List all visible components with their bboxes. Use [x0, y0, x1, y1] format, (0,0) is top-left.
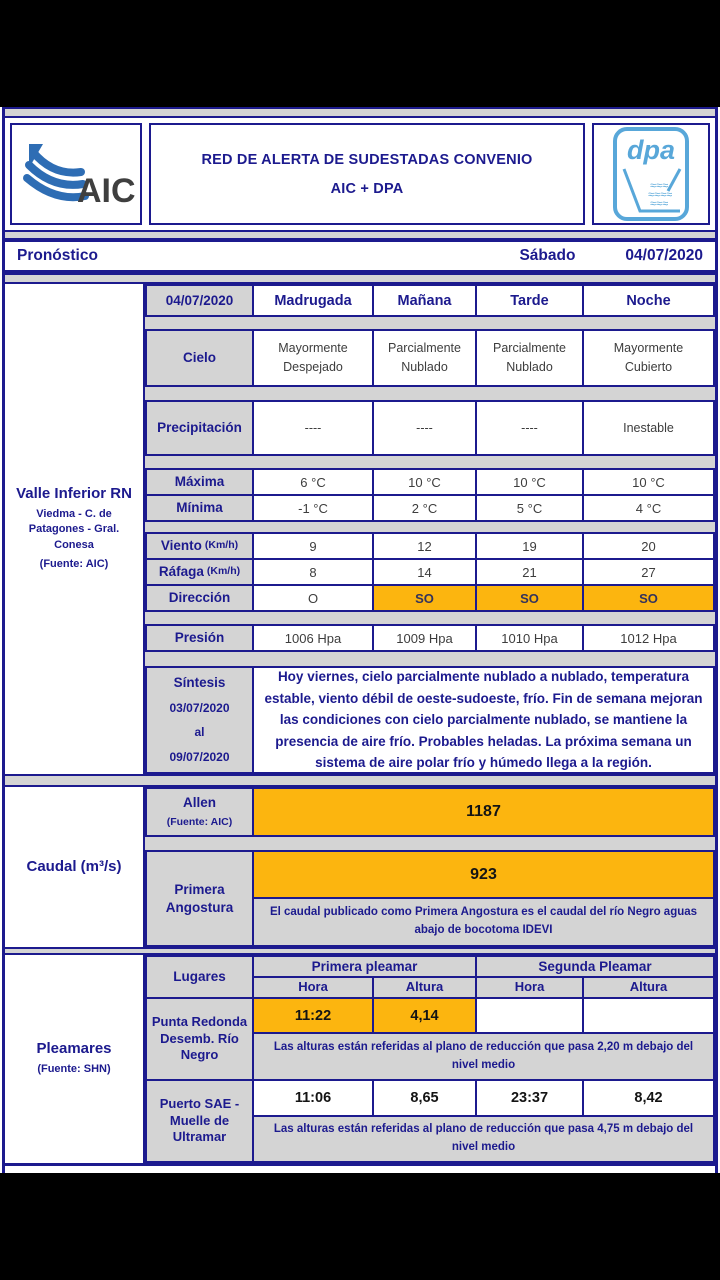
table-gap — [145, 387, 715, 400]
dpa-water-glyph: ≈≈≈ — [650, 198, 669, 210]
minima-value: 5 °C — [477, 496, 582, 520]
rafaga-value: 27 — [584, 560, 713, 584]
sintesis-date-from: 03/07/2020 — [169, 700, 230, 715]
row-label-viento: Viento (Km/h) — [147, 534, 252, 558]
header — [5, 118, 715, 230]
sintesis-date-to: 09/07/2020 — [169, 750, 230, 765]
cielo-row — [145, 329, 715, 387]
dpa-logo-icon — [612, 127, 690, 221]
col-header-segunda-pleamar: Segunda Pleamar — [477, 957, 713, 976]
pleamares-grid — [145, 955, 715, 1163]
caudal-section — [5, 787, 715, 947]
period-madrugada: Madrugada — [254, 286, 372, 315]
place-puerto-sae: Puerto SAE - Muelle de Ultramar — [147, 1081, 252, 1161]
maxima-value: 6 °C — [254, 470, 372, 494]
viento-value: 19 — [477, 534, 582, 558]
bulletin-page — [0, 107, 720, 1173]
cielo-value: Mayormente Cubierto — [584, 331, 713, 385]
forecast-date-cell: 04/07/2020 — [147, 286, 252, 315]
table-gap — [145, 612, 715, 624]
divider-bar — [5, 273, 715, 284]
report-title-line1: RED DE ALERTA DE SUDESTADAS CONVENIO — [201, 151, 533, 168]
presion-value: 1006 Hpa — [254, 626, 372, 650]
presion-value: 1009 Hpa — [374, 626, 475, 650]
punta-redonda-segunda-altura — [584, 999, 713, 1032]
dpa-water-glyph: ≈≈≈≈ — [648, 189, 673, 201]
viento-value: 12 — [374, 534, 475, 558]
precipitacion-value: ---- — [477, 402, 582, 454]
puerto-sae-segunda-hora: 23:37 — [477, 1081, 582, 1115]
punta-redonda-note: Las alturas están referidas al plano de reducción que pasa 2,20 m debajo del nivel medio — [254, 1034, 713, 1079]
caudal-table — [145, 787, 715, 947]
dpa-logo-text: dpa — [626, 135, 676, 165]
presion-row — [145, 624, 715, 652]
col-header-altura: Altura — [374, 978, 475, 997]
row-label-primera-angostura: Primera Angostura — [147, 852, 252, 945]
sintesis-text: Hoy viernes, cielo parcialmente nublado a nublado, temperatura estable, viento débil de oeste-sudoeste, frío. Fin de semana mejoran las condiciones con cielo parcialmente nublado, se mantiene la presencia de aire frío. Probables heladas. La próxima semana un sistema de aire polar frío y húmedo llega a la región. — [254, 668, 713, 772]
viento-value: 20 — [584, 534, 713, 558]
forecast-table — [145, 284, 715, 774]
puerto-sae-segunda-altura: 8,42 — [584, 1081, 713, 1115]
primera-angostura-note: El caudal publicado como Primera Angostura es el caudal del río Negro aguas abajo de bocotoma IDEVI — [254, 899, 713, 945]
divider-bar — [5, 774, 715, 787]
precipitacion-value: ---- — [254, 402, 372, 454]
maxima-value: 10 °C — [374, 470, 475, 494]
allen-value: 1187 — [254, 789, 713, 835]
puerto-sae-primera-hora: 11:06 — [254, 1081, 372, 1115]
dpa-water-glyph: ≈≈≈ — [650, 180, 669, 192]
maxima-value: 10 °C — [584, 470, 713, 494]
primera-angostura-value: 923 — [254, 852, 713, 897]
rafaga-value: 8 — [254, 560, 372, 584]
table-gap — [145, 317, 715, 329]
sintesis-al: al — [194, 725, 205, 740]
row-label-presion: Presión — [147, 626, 252, 650]
period-tarde: Tarde — [477, 286, 582, 315]
row-label-minima: Mínima — [147, 496, 252, 520]
bulletin-frame — [2, 107, 718, 1173]
forecast-section — [5, 284, 715, 774]
pronostico-bar — [5, 240, 715, 273]
row-label-cielo: Cielo — [147, 331, 252, 385]
aic-logo-box — [10, 123, 142, 225]
col-header-hora: Hora — [477, 978, 582, 997]
minima-value: 4 °C — [584, 496, 713, 520]
col-header-altura: Altura — [584, 978, 713, 997]
punta-redonda-segunda-hora — [477, 999, 582, 1032]
aic-logo-icon — [15, 128, 137, 220]
forecast-region-label — [5, 284, 145, 774]
temperature-rows — [145, 468, 715, 522]
table-gap — [145, 522, 715, 532]
direccion-value: O — [254, 586, 372, 610]
presion-value: 1012 Hpa — [584, 626, 713, 650]
sintesis-row — [145, 666, 715, 774]
wind-rows — [145, 532, 715, 612]
pronostico-day: Sábado — [519, 247, 576, 264]
report-title-line2: AIC + DPA — [330, 180, 404, 197]
viento-unit: (Km/h) — [204, 539, 239, 552]
rafaga-unit: (Km/h) — [206, 565, 241, 578]
row-label-rafaga: Ráfaga (Km/h) — [147, 560, 252, 584]
puerto-sae-primera-altura: 8,65 — [374, 1081, 475, 1115]
viento-value: 9 — [254, 534, 372, 558]
presion-value: 1010 Hpa — [477, 626, 582, 650]
col-header-lugares: Lugares — [147, 957, 252, 997]
place-punta-redonda: Punta Redonda Desemb. Río Negro — [147, 999, 252, 1079]
row-label-precipitacion: Precipitación — [147, 402, 252, 454]
pleamares-label: Pleamares (Fuente: SHN) — [5, 955, 145, 1163]
puerto-sae-note: Las alturas están referidas al plano de reducción que pasa 4,75 m debajo del nivel medio — [254, 1117, 713, 1161]
punta-redonda-primera-hora: 11:22 — [254, 999, 372, 1032]
rafaga-value: 21 — [477, 560, 582, 584]
forecast-header-row — [145, 284, 715, 317]
cielo-value: Mayormente Despejado — [254, 331, 372, 385]
rafaga-value: 14 — [374, 560, 475, 584]
maxima-value: 10 °C — [477, 470, 582, 494]
table-gap — [145, 652, 715, 666]
divider-bar — [5, 230, 715, 240]
row-label-maxima: Máxima — [147, 470, 252, 494]
pleamares-table — [145, 955, 715, 1163]
direccion-value-alert: SO — [374, 586, 475, 610]
pleamares-source: (Fuente: SHN) — [37, 1062, 111, 1075]
period-noche: Noche — [584, 286, 713, 315]
cielo-value: Parcialmente Nublado — [374, 331, 475, 385]
col-header-hora: Hora — [254, 978, 372, 997]
minima-value: 2 °C — [374, 496, 475, 520]
aic-logo-text: AIC — [77, 172, 136, 210]
allen-row — [145, 787, 715, 837]
region-area: Viedma - C. de Patagones - Gral. Conesa — [28, 507, 120, 552]
precipitacion-value: Inestable — [584, 402, 713, 454]
dpa-logo-box — [592, 123, 710, 225]
precipitacion-value: ---- — [374, 402, 475, 454]
row-label-direccion: Dirección — [147, 586, 252, 610]
report-title — [149, 123, 585, 225]
direccion-value-alert: SO — [584, 586, 713, 610]
region-name: Valle Inferior RN — [16, 484, 132, 502]
pleamares-section — [5, 955, 715, 1166]
cielo-value: Parcialmente Nublado — [477, 331, 582, 385]
table-gap — [145, 837, 715, 850]
row-label-sintesis: Síntesis 03/07/2020 al 09/07/2020 — [147, 668, 252, 772]
period-manana: Mañana — [374, 286, 475, 315]
precipitacion-row — [145, 400, 715, 456]
divider-bar — [5, 107, 715, 118]
col-header-primera-pleamar: Primera pleamar — [254, 957, 475, 976]
allen-source: (Fuente: AIC) — [166, 815, 233, 828]
table-gap — [145, 456, 715, 468]
caudal-label: Caudal (m³/s) — [5, 787, 145, 947]
divider-bar — [5, 947, 715, 955]
region-source: (Fuente: AIC) — [39, 558, 109, 571]
primera-angostura-rows — [145, 850, 715, 947]
pronostico-date: 04/07/2020 — [625, 247, 703, 264]
pronostico-label: Pronóstico — [17, 247, 98, 264]
direccion-value-alert: SO — [477, 586, 582, 610]
minima-value: -1 °C — [254, 496, 372, 520]
row-label-allen: Allen (Fuente: AIC) — [147, 789, 252, 835]
punta-redonda-primera-altura: 4,14 — [374, 999, 475, 1032]
